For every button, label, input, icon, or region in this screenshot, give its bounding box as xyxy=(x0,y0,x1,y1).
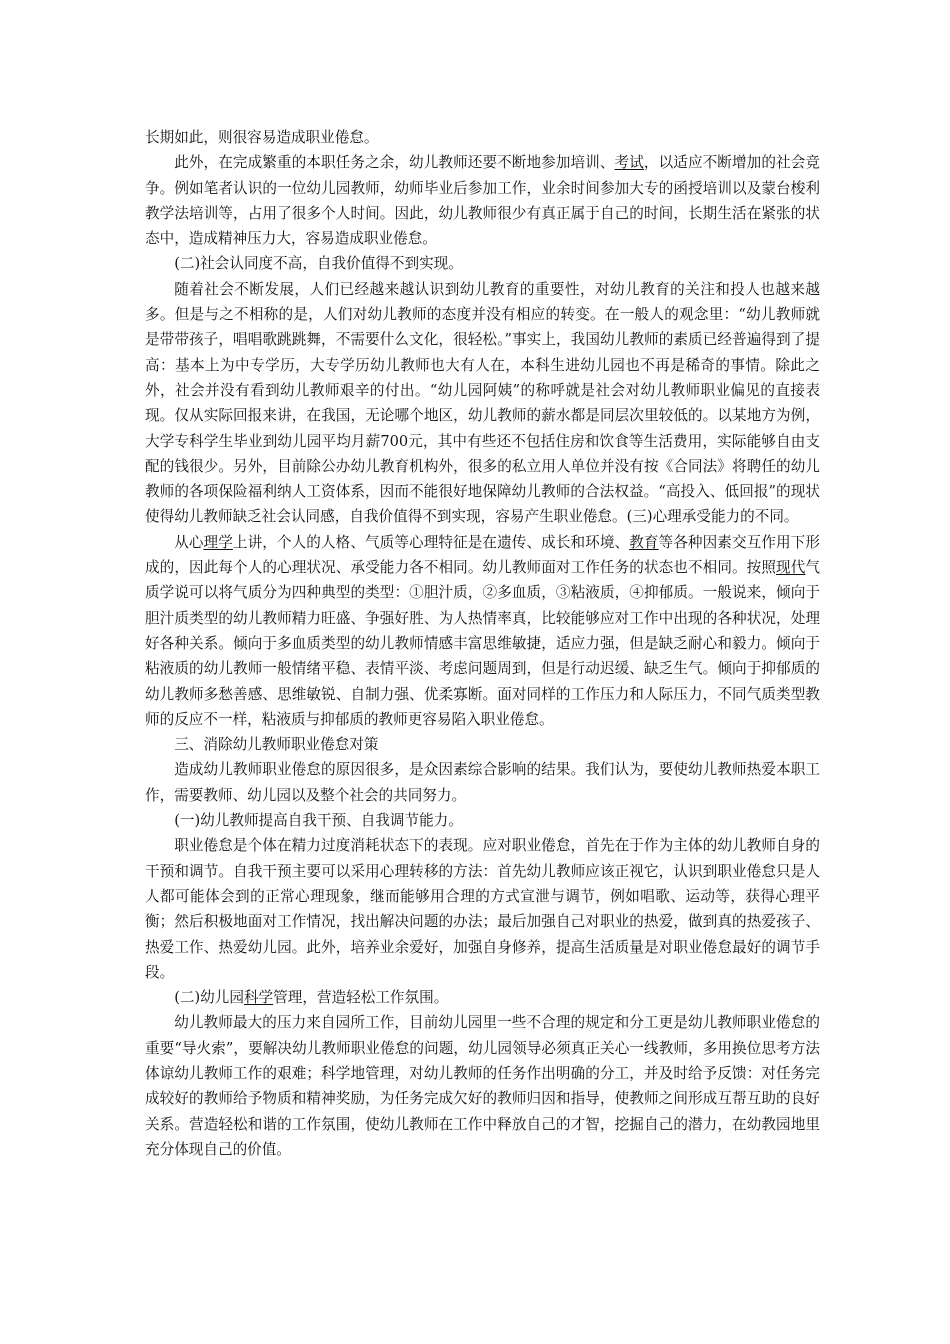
text-run: 此外，在完成繁重的本职任务之余，幼儿教师还要不断地参加培训、 xyxy=(174,154,615,172)
paragraph-4 xyxy=(145,530,820,732)
link-jiaoyu[interactable]: 教育 xyxy=(629,533,659,551)
link-kaoshi[interactable]: 考试 xyxy=(614,154,644,172)
text-run: 从心 xyxy=(174,533,204,551)
section-heading-5 xyxy=(145,732,820,757)
text-run: 三、消除幼儿教师职业倦怠对策 xyxy=(174,736,379,754)
paragraph-3 xyxy=(145,277,820,530)
text-run: 上讲，个人的人格、气质等心理特征是在遗传、成长和环境、 xyxy=(232,533,630,551)
document-body xyxy=(145,125,820,1162)
section-heading-7 xyxy=(145,808,820,833)
text-run: (二)社会认同度不高，自我价值得不到实现。 xyxy=(174,255,463,273)
paragraph-1 xyxy=(145,150,820,251)
link-xiandai[interactable]: 现代 xyxy=(776,559,806,577)
section-heading-2 xyxy=(145,251,820,276)
link-lixue[interactable]: 理学 xyxy=(203,533,233,551)
paragraph-0 xyxy=(145,125,820,150)
text-run: 气质学说可以将气质分为四种典型的类型：①胆汁质，②多血质，③粘液质，④抑郁质。一般说来，倾向于胆汁质类型的幼儿教师精力旺盛、争强好胜、为人热情率真，比较能够应对工作中出现的各种状况，处理好各种关系。倾向于多血质类型的幼儿教师情感丰富思维敏捷，适应力强，但是缺乏耐心和毅力。倾向于粘液质的幼儿教师一般情绪平稳、表情平淡、考虑问题周到，但是行动迟缓、缺乏生气。倾向于抑郁质的幼儿教师多愁善感、思维敏锐、自制力强、优柔寡断。面对同样的工作压力和人际压力，不同气质类型教师的反应不一样，粘液质与抑郁质的教师更容易陷入职业倦怠。 xyxy=(145,559,820,728)
text-run: ，以适应不断增加的社会竞争。例如笔者认识的一位幼儿园教师，幼师毕业后参加工作，业余时间参加大专的函授培训以及蒙台梭利教学法培训等，占用了很多个人时间。因此，幼儿教师很少有真正属于自己的时间，长期生活在紧张的状态中，造成精神压力大，容易造成职业倦怠。 xyxy=(145,154,820,248)
paragraph-10 xyxy=(145,1010,820,1162)
paragraph-6 xyxy=(145,757,820,808)
text-run: (一)幼儿教师提高自我干预、自我调节能力。 xyxy=(174,812,463,830)
text-run: (二)幼儿园 xyxy=(174,989,244,1007)
text-run: 职业倦怠是个体在精力过度消耗状态下的表现。应对职业倦怠，首先在于作为主体的幼儿教师自身的干预和调节。自我干预主要可以采用心理转移的方法：首先幼儿教师应该正视它，认识到职业倦怠只是人人都可能体会到的正常心理现象，继而能够用合理的方式宣泄与调节，例如唱歌、运动等，获得心理平衡；然后积极地面对工作情况，找出解决问题的办法；最后加强自己对职业的热爱，做到真的热爱孩子、热爱工作、热爱幼儿园。此外，培养业余爱好，加强自身修养，提高生活质量是对职业倦怠最好的调节手段。 xyxy=(145,837,820,981)
text-run: 随着社会不断发展，人们已经越来越认识到幼儿教育的重要性，对幼儿教育的关注和投人也越来越多。但是与之不相称的是，人们对幼儿教师的态度并没有相应的转变。在一般人的观念里：“幼儿教师就是带带孩子，唱唱歌跳跳舞，不需要什么文化，很轻松。”事实上，我国幼儿教师的素质已经普遍得到了提高：基本上为中专学历，大专学历幼儿教师也大有人在，本科生进幼儿园也不再是稀奇的事情。除此之外，社会并没有看到幼儿教师艰辛的付出。“幼儿园阿姨”的称呼就是社会对幼儿教师职业偏见的直接表现。仅从实际回报来讲，在我国，无论哪个地区，幼儿教师的薪水都是同层次里较低的。以某地方为例，大学专科学生毕业到幼儿园平均月薪700元，其中有些还不包括住房和饮食等生活费用，实际能够自由支配的钱很少。另外，目前除公办幼儿教育机构外，很多的私立用人单位并没有按《合同法》将聘任的幼儿教师的各项保险福利纳人工资体系，因而不能很好地保障幼儿教师的合法权益。“高投入、低回报”的现状使得幼儿教师缺乏社会认同感，自我价值得不到实现，容易产生职业倦怠。(三)心理承受能力的不同。 xyxy=(145,280,820,526)
text-run: 等各种因素交互作用下形成的，因此每个人的心理状况、承受能力各不相同。幼儿教师面对工作任务的状态也不相同。按照 xyxy=(145,533,820,577)
text-run: 长期如此，则很容易造成职业倦怠。 xyxy=(145,129,379,146)
paragraph-8 xyxy=(145,833,820,985)
link-kexue[interactable]: 科学 xyxy=(243,989,274,1007)
text-run: 造成幼儿教师职业倦怠的原因很多，是众因素综合影响的结果。我们认为，要使幼儿教师热爱本职工作，需要教师、幼儿园以及整个社会的共同努力。 xyxy=(145,761,820,804)
section-heading-9 xyxy=(145,985,820,1010)
text-run: 管理，营造轻松工作氛围。 xyxy=(273,989,449,1007)
text-run: 幼儿教师最大的压力来自园所工作，目前幼儿园里一些不合理的规定和分工更是幼儿教师职业倦怠的重要“导火索”，要解决幼儿教师职业倦怠的问题，幼儿园领导必须真正关心一线教师，多用换位思考方法体谅幼儿教师工作的艰难；科学地管理，对幼儿教师的任务作出明确的分工，并及时给予反馈：对任务完成较好的教师给予物质和精神奖励，为任务完成欠好的教师归因和指导，使教师之间形成互帮互助的良好关系。营造轻松和谐的工作氛围，使幼儿教师在工作中释放自己的才智，挖掘自己的潜力，在幼教园地里充分体现自己的价值。 xyxy=(145,1014,820,1158)
